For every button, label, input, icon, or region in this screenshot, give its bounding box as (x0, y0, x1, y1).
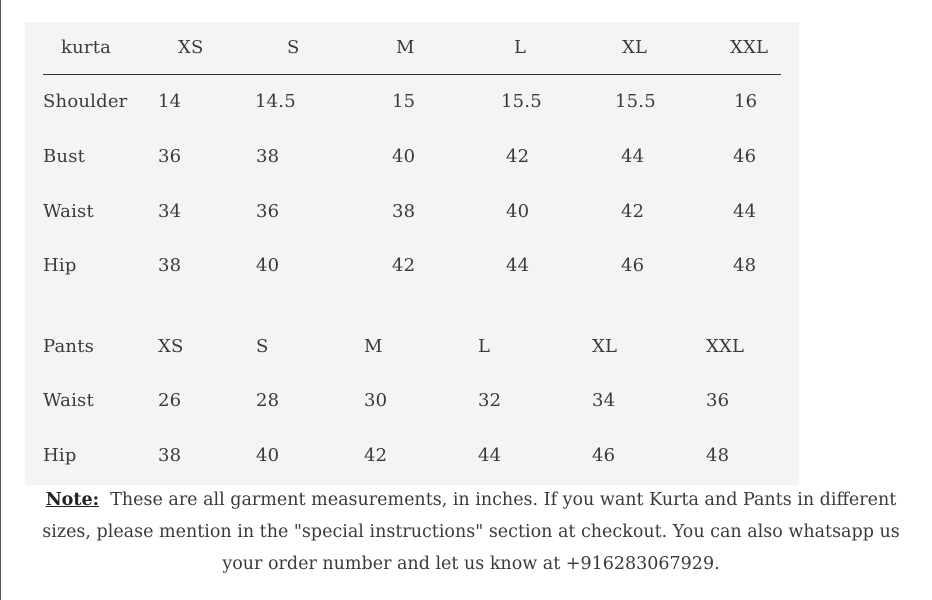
table-cell: 34 (592, 390, 616, 411)
kurta-header-cell: XL (622, 37, 648, 58)
pants-header-cell: Pants (43, 336, 95, 357)
table-cell: 44 (733, 201, 757, 222)
size-chart-panel (25, 22, 799, 485)
kurta-header-row (25, 33, 799, 63)
table-row (25, 142, 799, 172)
kurta-header-cell: S (287, 37, 300, 58)
header-divider (43, 74, 781, 75)
pants-header-cell: M (364, 336, 383, 357)
table-cell: 46 (733, 146, 757, 167)
table-cell: 28 (256, 390, 280, 411)
table-cell: 32 (478, 390, 502, 411)
note-text: These are all garment measurements, in inches. If you want Kurta and Pants in different sizes, please mention in the "special instructions" section at checkout. You can also whatsapp us your order number and let us know at +916283067929. (42, 490, 900, 574)
table-cell: 42 (506, 146, 530, 167)
kurta-header-cell: XS (178, 37, 204, 58)
table-cell: 16 (734, 91, 758, 112)
row-label: Waist (43, 390, 94, 411)
row-label: Bust (43, 146, 86, 167)
note-label: Note: (45, 490, 100, 510)
row-label: Hip (43, 445, 77, 466)
table-cell: 38 (392, 201, 416, 222)
table-row (25, 441, 799, 471)
table-cell: 36 (256, 201, 280, 222)
pants-header-cell: XL (592, 336, 618, 357)
table-cell: 14 (158, 91, 182, 112)
row-label: Hip (43, 255, 77, 276)
table-cell: 40 (256, 255, 280, 276)
table-cell: 40 (392, 146, 416, 167)
table-cell: 15 (392, 91, 416, 112)
pants-header-row (25, 332, 799, 362)
pants-header-cell: S (256, 336, 269, 357)
size-note (41, 484, 901, 580)
kurta-header-cell: XXL (730, 37, 769, 58)
table-cell: 40 (506, 201, 530, 222)
table-cell: 38 (256, 146, 280, 167)
table-cell: 15.5 (615, 91, 656, 112)
table-cell: 44 (506, 255, 530, 276)
table-cell: 42 (392, 255, 416, 276)
kurta-header-cell: kurta (61, 37, 112, 58)
table-cell: 46 (621, 255, 645, 276)
table-cell: 26 (158, 390, 182, 411)
pants-header-cell: XXL (706, 336, 745, 357)
table-cell: 15.5 (501, 91, 542, 112)
table-cell: 48 (706, 445, 730, 466)
table-cell: 36 (158, 146, 182, 167)
table-cell: 42 (621, 201, 645, 222)
table-cell: 38 (158, 255, 182, 276)
table-cell: 48 (733, 255, 757, 276)
table-cell: 34 (158, 201, 182, 222)
table-cell: 40 (256, 445, 280, 466)
table-row (25, 251, 799, 281)
table-cell: 44 (478, 445, 502, 466)
pants-header-cell: L (478, 336, 491, 357)
table-row (25, 197, 799, 227)
table-cell: 42 (364, 445, 388, 466)
row-label: Shoulder (43, 91, 128, 112)
table-cell: 46 (592, 445, 616, 466)
table-cell: 36 (706, 390, 730, 411)
pants-header-cell: XS (158, 336, 184, 357)
row-label: Waist (43, 201, 94, 222)
table-row (25, 87, 799, 117)
table-cell: 14.5 (255, 91, 296, 112)
table-cell: 38 (158, 445, 182, 466)
table-cell: 44 (621, 146, 645, 167)
kurta-header-cell: M (396, 37, 415, 58)
table-cell: 30 (364, 390, 388, 411)
kurta-header-cell: L (514, 37, 527, 58)
table-row (25, 386, 799, 416)
